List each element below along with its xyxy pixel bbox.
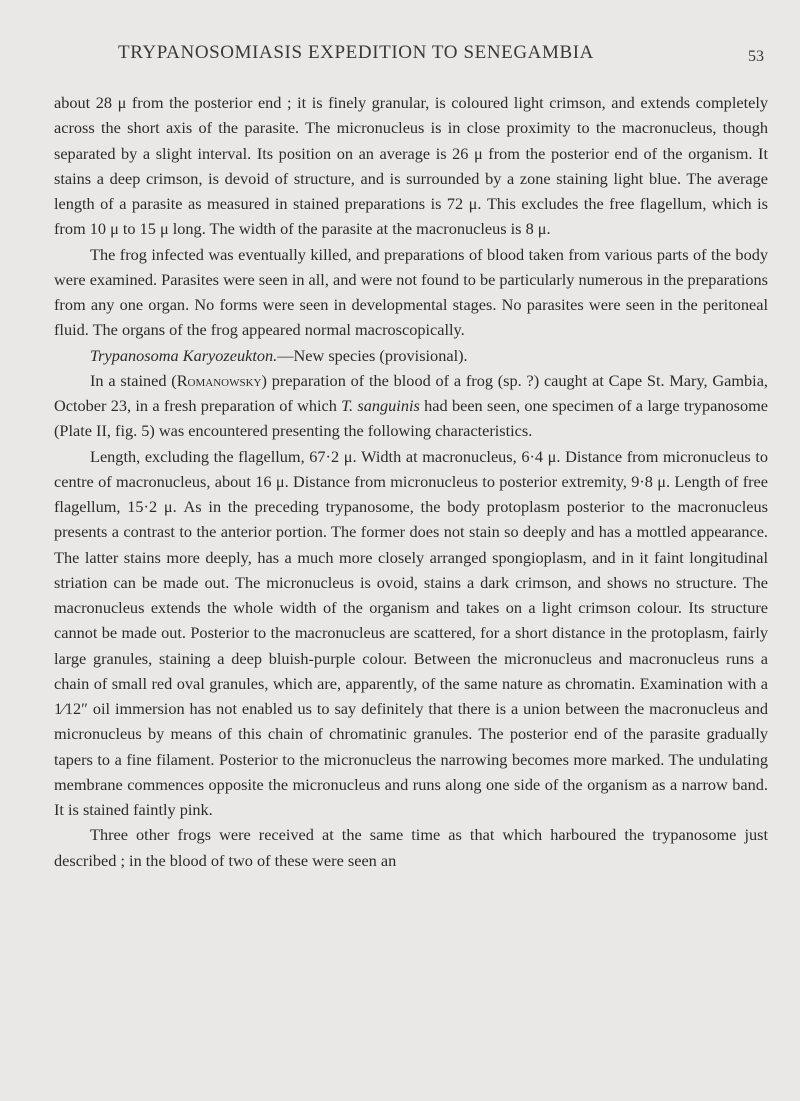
text-run: In a stained ( bbox=[90, 370, 177, 390]
species-note: —New species (provisional). bbox=[277, 345, 468, 365]
paragraph: Three other frogs were received at the same time as that which harboured the trypanosome just described ; in the blood of two of these were seen an bbox=[54, 825, 768, 870]
species-heading-paragraph bbox=[54, 343, 768, 368]
species-name: Trypanosoma Karyozeukton. bbox=[90, 345, 278, 365]
paragraph: The frog infected was eventually killed, and preparations of blood taken from various parts of the body were examined. Parasites were seen in all, and were not found to be particularly numerous in the preparations from any one organ. No forms were seen in developmental stages. No parasites were seen in the peritoneal fluid. The organs of the frog appeared normal macroscopically. bbox=[54, 244, 768, 340]
body-text bbox=[54, 90, 768, 873]
text-run: ) preparation of the blood of a frog (sp. ?) caught at Cape St. Mary, Gambia, October 23, in a fresh preparation of which bbox=[54, 370, 768, 415]
running-title: TRYPANOSOMIASIS EXPEDITION TO SENEGAMBIA bbox=[118, 42, 595, 63]
paragraph bbox=[54, 368, 768, 444]
paragraph: about 28 μ from the posterior end ; it is finely granular, is coloured light crimson, and extends completely across the short axis of the parasite. The micronucleus is in close proximity to the macronucleus, though separated by a slight interval. Its position on an average is 26 μ from the posterior end of the organism. It stains a deep crimson, is devoid of structure, and is surrounded by a zone staining light blue. The average length of a parasite as measured in stained preparations is 72 μ. This excludes the free flagellum, which is from 10 μ to 15 μ long. The width of the parasite at the macronucleus is 8 μ. bbox=[54, 93, 768, 239]
stain-name: Romanowsky bbox=[176, 370, 262, 390]
species-reference: T. sanguinis bbox=[341, 396, 420, 415]
text-run: had been seen, one specimen of a large trypanosome (Plate II, fig. 5) was encountered presenting the following characteristics. bbox=[54, 396, 768, 441]
page-number: 53 bbox=[748, 48, 764, 65]
paragraph: Length, excluding the flagellum, 67·2 μ. Width at macronucleus, 6·4 μ. Distance from micronucleus to centre of macronucleus, about 16 μ. Distance from micronucleus to posterior extremity, 9·8 μ. Length of free flagellum, 15·2 μ. As in the preceding trypanosome, the body protoplasm posterior to the macronucleus presents a contrast to the anterior portion. The former does not stain so deeply and has a mottled appearance. The latter stains more deeply, has a much more closely arranged spongioplasm, and in it faint longitudinal striation can be made out. The micronucleus is ovoid, stains a dark crimson, and shows no structure. The macronucleus extends the whole width of the organism and takes on a light crimson colour. Its structure cannot be made out. Posterior to the macronucleus are scattered, for a short distance in the protoplasm, fairly large granules, staining a deep bluish-purple colour. Between the micronucleus and macronucleus runs a chain of small red oval granules, which are, apparently, of the same nature as chromatin. Examination with a 1⁄12″ oil immersion has not enabled us to say definitely that there is a union between the macronucleus and micronucleus by means of this chain of chromatinic granules. The posterior end of the parasite gradually tapers to a fine filament. Posterior to the micronucleus the narrowing becomes more marked. The undulating membrane commences opposite the micronucleus and runs along one side of the organism as a narrow band. It is stained faintly pink. bbox=[54, 446, 768, 819]
